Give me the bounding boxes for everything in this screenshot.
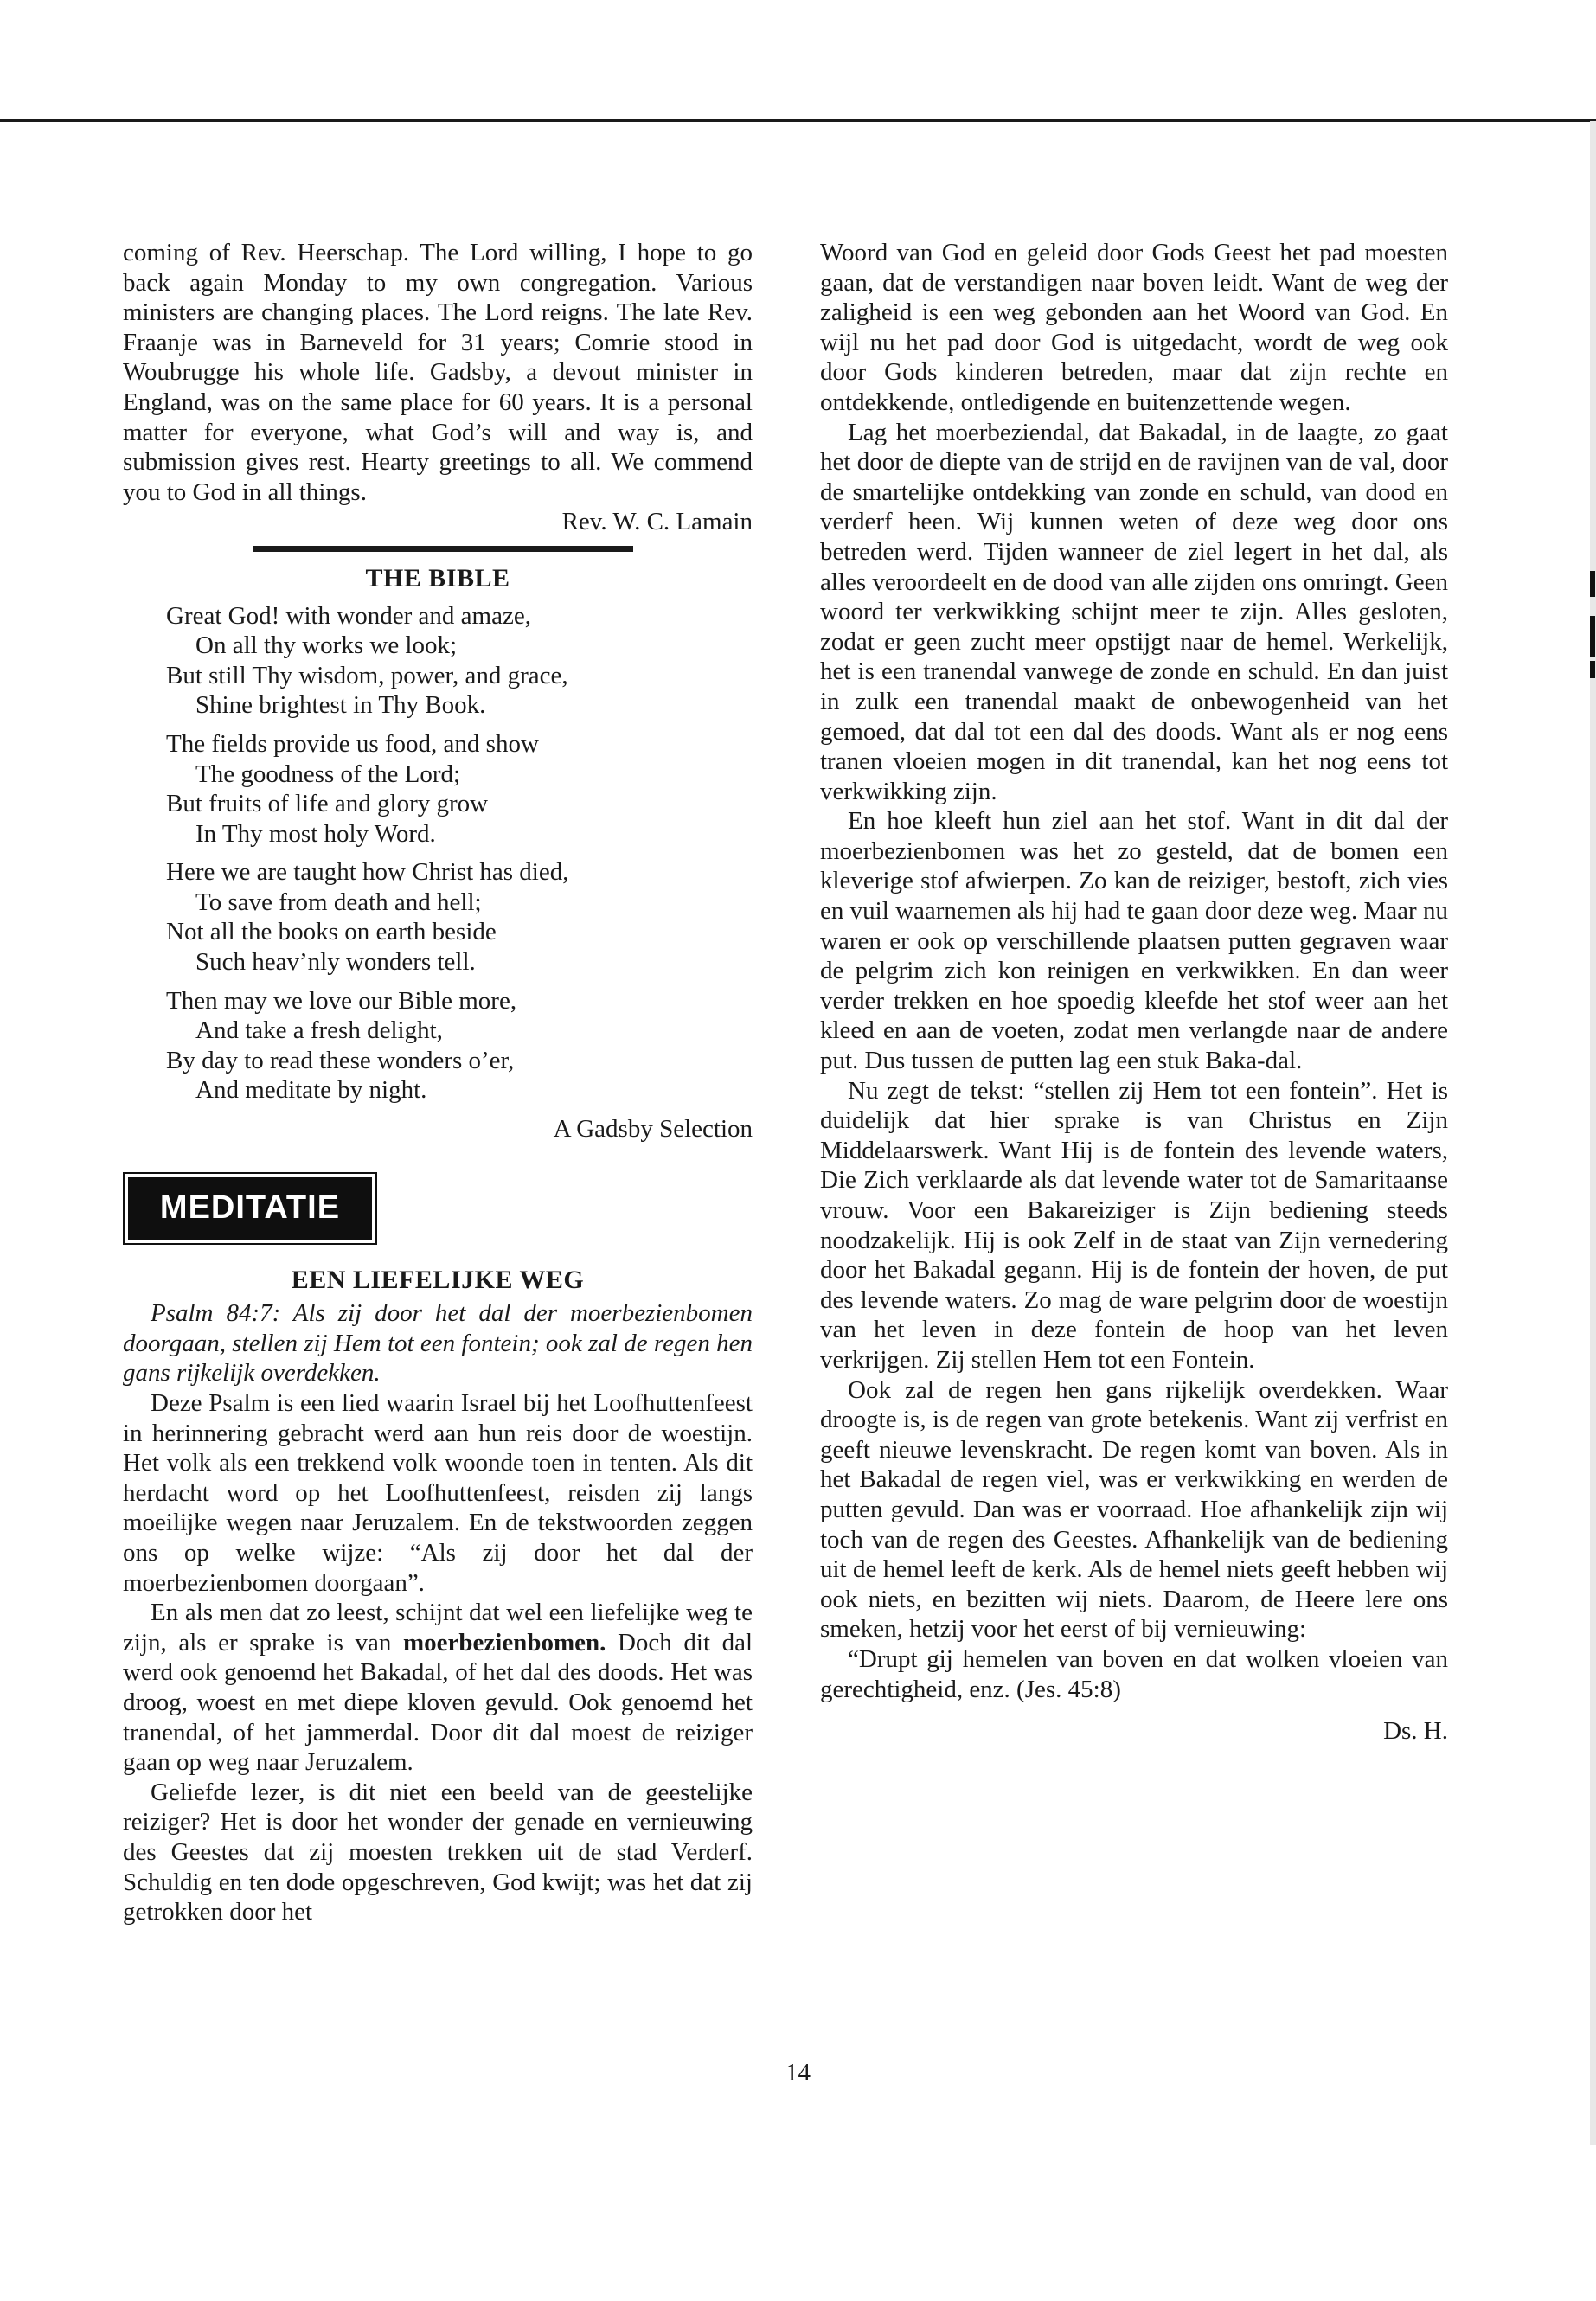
article-title: EEN LIEFELIJKE WEG — [291, 1265, 585, 1294]
scan-mark — [1590, 616, 1595, 657]
body-paragraph — [123, 1598, 753, 1778]
emphasis-text: moerbezienbomen. — [402, 1628, 606, 1657]
scan-mark — [1590, 661, 1595, 678]
poem-line: Great God! with wonder and amaze, — [166, 601, 531, 630]
poem-line: To save from death and hell; — [195, 888, 482, 916]
poem-line: Here we are taught how Christ has died, — [166, 858, 569, 887]
intro-paragraph: coming of Rev. Heerschap. The Lord willing, I hope to go back again Monday to my own congregation. Various ministers are changing places. The Lord reigns. The late Rev. Fraanje was in Barneveld for 31 years; Comrie stood in Woubrugge his whole life. Gadsby, a devout minister in England, was on the same place for 60 years. It is a personal matter for everyone, what God’s will and way is, and submission gives rest. Hearty greetings to all. We commend you to God in all things. — [123, 239, 753, 506]
poem — [166, 601, 753, 1106]
body-paragraph: En hoe kleeft hun ziel aan het stof. Want in dit dal der moerbezienbomen was het zo gesteld, dat de bomen een kleverige stof afwierpen. Zo kan de reiziger, bestoft, zich vies en vuil waarnemen als hij had te gaan door deze weg. Maar nu waren er ook op verschillende plaatsen putten gegraven waar de pelgrim zich kon reinigen en verkwikken. En dan weer verder trekken en hoe spoedig kleefde het stof weer aan het kleed en aan de voeten, zodat men verlangde naar de andere put. Dus tussen de putten lag een stuk Baka-dal. — [820, 807, 1448, 1075]
poem-credit: A Gadsby Selection — [553, 1115, 753, 1144]
body-paragraph: Woord van God en geleid door Gods Geest het pad moesten gaan, dat de verstandigen naar boven leidt. Want de weg der zaligheid is een weg gebonden aan het Woord van God. En wijl nu het pad door God is uitgedacht, wordt de weg ook door Gods kinderen betreden, maar dat zijn rechte en ontdekkende, ontledigende en buitenzettende wegen. — [820, 239, 1448, 416]
body-paragraph: Nu zegt de tekst: “stellen zij Hem tot een fontein”. Het is duidelijk dat hier sprake is van Christus en Zijn Middelaarswerk. Want Hij is de fontein des levende waters, Die Zich verklaarde als dat levende water tot de Samaritaanse vrouw. Voor een Bakareiziger is Zijn bediening steeds noodzakelijk. Hij is ook Zelf in de staat van Zijn vernedering door het Bakadal gegann. Hij is de fontein der hoven, de put des levende waters. Zo mag de ware pelgrim door de woestijn van het leven in deze fontein de hoop van het leven verkrijgen. Zij stellen Hem tot een Fontein. — [820, 1076, 1448, 1374]
poem-stanza — [166, 729, 753, 849]
body-paragraph: “Drupt gij hemelen van boven en dat wolken vloeien van gerechtigheid, enz. (Jes. 45:8) — [820, 1644, 1448, 1703]
body-text: En als men dat zo leest, schijnt dat wel een liefelijke weg te zijn, als er sprake is van — [123, 1599, 753, 1657]
poem-line: By day to read these wonders o’er, — [166, 1046, 515, 1074]
body-text: Doch dit dal werd ook genoemd het Bakadal, of het dal des doods. Het was droog, woest en met diepe kloven gevuld. Ook genoemd het tranendal, of het jammerdal. Door dit dal moest de reiziger gaan op weg naar Jeruzalem. — [123, 1628, 753, 1777]
body-paragraph: Geliefde lezer, is dit niet een beeld van de geestelijke reiziger? Het is door het wonder der genade en vernieuwing des Geestes dat zij moesten trekken uit de stad Verderf. Schuldig en ten dode opgeschreven, God kwijt; was het dat zij getrokken door het — [123, 1778, 753, 1926]
poem-line: And take a fresh delight, — [195, 1016, 443, 1045]
poem-line: The goodness of the Lord; — [195, 760, 461, 788]
poem-title: THE BIBLE — [365, 563, 510, 593]
scan-mark — [1590, 571, 1595, 597]
poem-line: Then may we love our Bible more, — [166, 986, 517, 1015]
poem-line: Such heav’nly wonders tell. — [195, 948, 476, 977]
body-paragraph: Ook zal de regen hen gans rijkelijk overdekken. Waar droogte is, is de regen van grote betekenis. Want zij verfrist en geeft nieuwe levenskracht. De regen komt van boven. Als in het Bakadal de regen viel, was er verkwikking en werden de putten gevuld. Dan was er voorraad. Hoe afhankelijk zijn wij toch van de regen des Geestes. Afhankelijk van de bediening uit de hemel leeft de kerk. Als de hemel niets geeft hebben wij ook niets, en bezitten wij niets. Daarom, de Heere lere ons smeken, hetzij voor het eerst of bij vernieuwing: — [820, 1375, 1448, 1644]
poem-line: Shine brightest in Thy Book. — [195, 691, 486, 720]
poem-line: And meditate by night. — [195, 1076, 427, 1105]
section-badge-label: MEDITATIE — [128, 1177, 372, 1240]
right-column — [820, 238, 1448, 1747]
psalm-reference: Psalm 84:7: Als zij door het dal der moerbezienbomen doorgaan, stellen zij Hem tot een fontein; ook zal de regen hen gans rijkelijk overdekken. — [123, 1299, 753, 1388]
left-column — [123, 238, 753, 1927]
poem-line: But fruits of life and glory grow — [166, 790, 489, 818]
poem-line: The fields provide us food, and show — [166, 729, 539, 758]
article-signature: Ds. H. — [1383, 1717, 1448, 1746]
section-divider — [253, 546, 633, 552]
body-paragraph: Deze Psalm is een lied waarin Israel bij het Loofhuttenfeest in herinnering gebracht werd aan hun reis door de woestijn. Het volk als een trekkend volk woonde toen in tenten. Als dit herdacht word op het Loofhuttenfeest, reisden zij langs moeilijke wegen naar Jeruzalem. En de tekstwoorden zeggen ons op welke wijze: “Als zij door het dal der moerbezienbomen doorgaan”. — [123, 1389, 753, 1597]
scan-border-top — [0, 119, 1596, 122]
body-paragraph: Lag het moerbeziendal, dat Bakadal, in de laagte, zo gaat het door de diepte van de strijd en de ravijnen van de val, door de smartelijke ontdekking van zonde en schuld, van dood en verderf heen. Wij kunnen weten of deze weg door ons betreden werd. Tijden wanneer de ziel legert in het dal, als alles veroordeelt en de dood van alle zijden ons omringt. Geen woord ter verkwikking schijnt meer te zijn. Alles gesloten, zodat er geen zucht meer opstijgt naar de hemel. Werkelijk, het is een tranendal vanwege de zonde en schuld. En dan juist in zulk een tranendal maakt de onbewogenheid van het gemoed, dat dal tot een dal des doods. Want als er nog eens tranen vloeien mogen in dit tranendal, kan het nog eens tot verkwikking zijn. — [820, 418, 1448, 805]
poem-stanza — [166, 601, 753, 721]
letter-signature: Rev. W. C. Lamain — [561, 508, 753, 536]
page-bottom-margin — [0, 2180, 1596, 2301]
poem-line: Not all the books on earth beside — [166, 918, 497, 946]
poem-stanza — [166, 857, 753, 977]
poem-stanza — [166, 986, 753, 1106]
poem-line: On all thy works we look; — [195, 631, 458, 660]
poem-line: But still Thy wisdom, power, and grace, — [166, 661, 568, 689]
scan-border-right — [1590, 121, 1596, 2145]
section-badge — [123, 1172, 377, 1245]
poem-line: In Thy most holy Word. — [195, 819, 436, 848]
page-number: 14 — [785, 2059, 811, 2086]
